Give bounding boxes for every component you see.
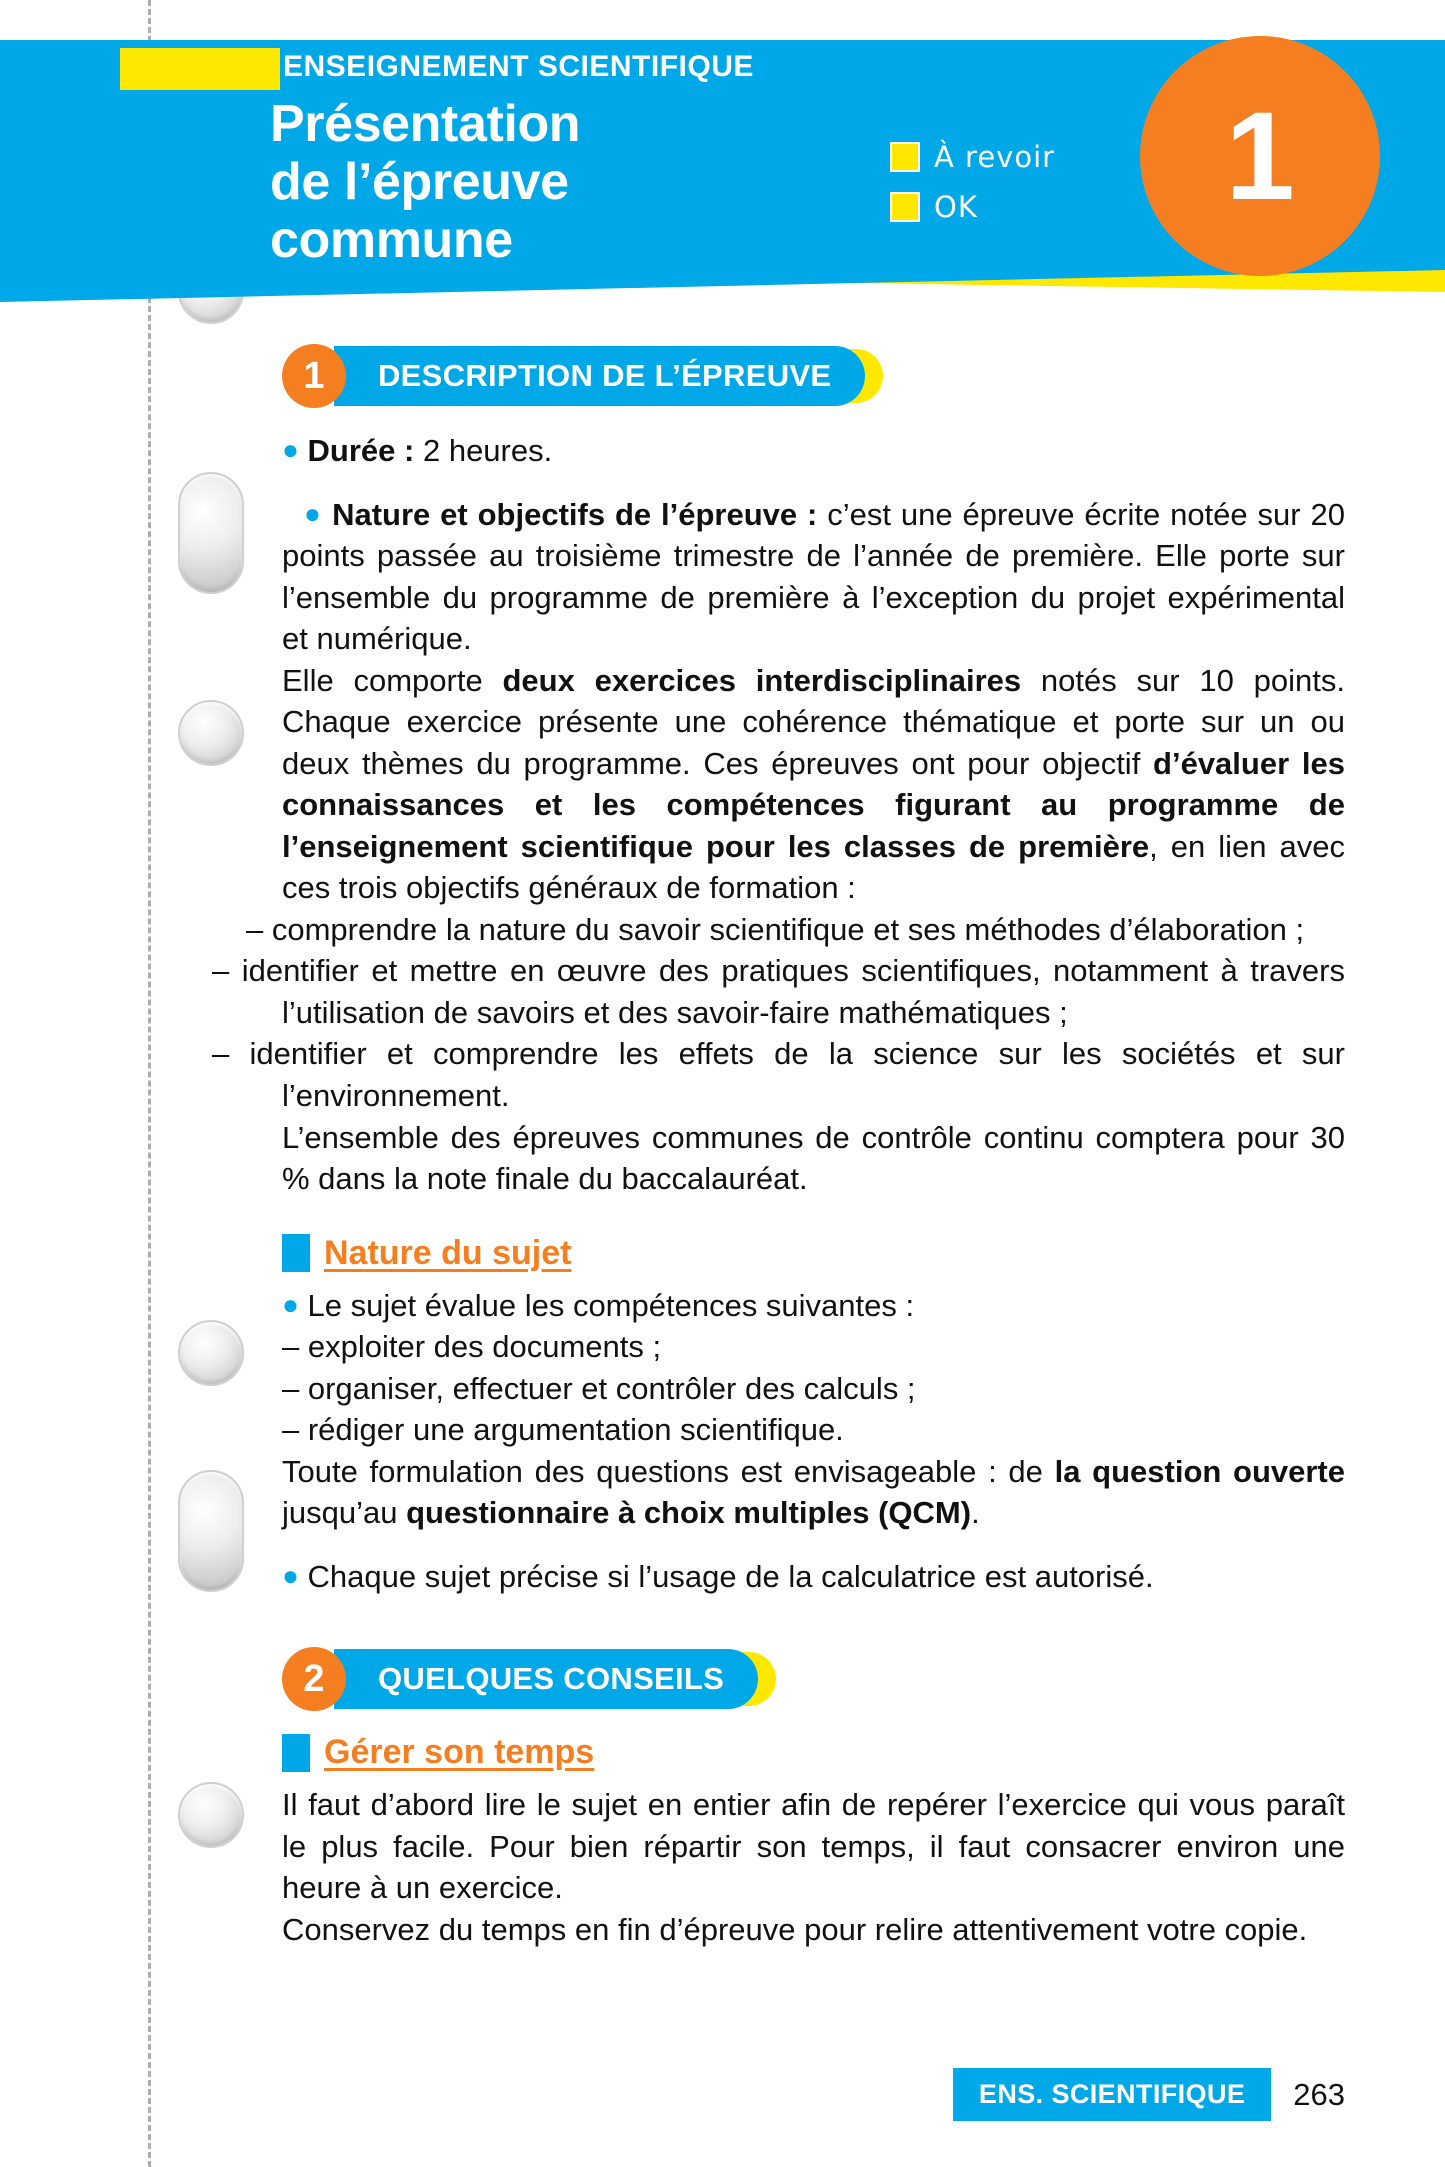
- competence-item: – exploiter des documents ;: [282, 1329, 662, 1365]
- competence-item: – rédiger une argumentation scientifique.: [282, 1412, 844, 1448]
- duree-value: 2 heures.: [414, 433, 553, 468]
- paragraph-temps-2: Conservez du temps en fin d’épreuve pour relire attentivement votre copie.: [282, 1911, 1308, 1947]
- page-title-line-1: Présentation: [270, 95, 581, 153]
- section-number: 1: [282, 344, 346, 408]
- form-c: jusqu’au: [282, 1495, 407, 1531]
- objective-item: – comprendre la nature du savoir scientifique et ses méthodes d’élaboration ;: [246, 911, 1305, 947]
- checkbox-icon[interactable]: [890, 192, 920, 222]
- subsection-header-nature-du-sujet: [282, 1234, 1445, 1273]
- nature-text: c’est une épreuve écrite notée sur 20 points passée au troisième trimestre de l’année de première. Elle porte sur l’ensemble du programme de première à l’exception du projet expérimental et numérique.: [282, 496, 1345, 657]
- checklist-item-a-revoir[interactable]: [890, 140, 1055, 174]
- competences-intro-text: Le sujet évalue les compétences suivantes :: [307, 1287, 915, 1323]
- bullet-icon: ●: [282, 1288, 299, 1320]
- para2-b: deux exercices interdisciplinaires: [502, 662, 1022, 698]
- chapter-number-badge: 1: [1140, 36, 1380, 276]
- page-content: [0, 330, 1445, 1950]
- page-title-line-2: de l’épreuve: [270, 153, 569, 212]
- nature-label: Nature et objectifs de l’épreuve :: [332, 496, 818, 532]
- paragraph-calculatrice: [0, 1556, 1445, 1598]
- para2-e: , en lien avec ces trois objectifs généraux de formation :: [282, 828, 1345, 906]
- square-marker-icon: [282, 1234, 310, 1272]
- form-b: la question ouverte: [1054, 1453, 1346, 1489]
- form-a: Toute formulation des questions est envisageable : de: [282, 1453, 1055, 1489]
- subsection-header-gerer-son-temps: [282, 1733, 1445, 1772]
- para2-d: d’évaluer les connaissances et les compétences figurant au programme de l’enseignement scientifique pour les classes de première: [282, 745, 1345, 864]
- checkbox-icon[interactable]: [890, 142, 920, 172]
- square-marker-icon: [282, 1734, 310, 1772]
- revision-checklist: [890, 140, 1055, 240]
- page-header: [0, 0, 1445, 330]
- paragraph-nature-objectifs: [0, 494, 1445, 660]
- section-title: QUELQUES CONSEILS: [334, 1649, 758, 1709]
- form-d: questionnaire à choix multiples (QCM): [406, 1495, 972, 1531]
- paragraph-competences-intro: [0, 1285, 1445, 1327]
- footer-subject-tag: ENS. SCIENTIFIQUE: [953, 2068, 1271, 2121]
- bullet-icon: ●: [282, 434, 299, 465]
- page-number: 263: [1293, 2076, 1345, 2112]
- objective-item: – identifier et comprendre les effets de la science sur les sociétés et sur l’environnement.: [212, 1036, 1345, 1113]
- para2-a: Elle comporte: [282, 662, 503, 698]
- objective-item: – identifier et mettre en œuvre des pratiques scientifiques, notamment à travers l’utilisation de savoirs et des savoir-faire mathématiques ;: [212, 953, 1345, 1030]
- competence-item: – organiser, effectuer et contrôler des calculs ;: [282, 1370, 916, 1406]
- checklist-label: À revoir: [934, 140, 1056, 174]
- para2-c: notés sur 10 points. Chaque exercice présente une cohérence thématique et porte sur un ou deux thèmes du programme. Ces épreuves ont pour objectif: [282, 662, 1346, 781]
- page-footer: [0, 2068, 1445, 2121]
- section-header-description: [282, 344, 1445, 408]
- paragraph-formulation: [0, 1451, 1445, 1534]
- form-e: .: [971, 1495, 980, 1531]
- section-header-conseils: [282, 1647, 1445, 1711]
- page-title: [270, 95, 580, 270]
- section-title: DESCRIPTION DE L’ÉPREUVE: [334, 346, 865, 406]
- bullet-icon: ●: [304, 497, 323, 529]
- subsection-title: Nature du sujet: [324, 1233, 572, 1272]
- paragraph-duree: [0, 430, 1445, 472]
- subsection-title: Gérer son temps: [324, 1733, 595, 1772]
- section-number: 2: [282, 1647, 346, 1711]
- checklist-label: OK: [934, 190, 978, 224]
- header-yellow-tab: [120, 48, 280, 90]
- duree-label: Durée :: [307, 433, 415, 468]
- paragraph-temps-1: Il faut d’abord lire le sujet en entier afin de repérer l’exercice qui vous paraît le plus facile. Pour bien répartir son temps, il faut consacrer environ une heure à un exercice.: [282, 1787, 1345, 1906]
- bullet-icon: ●: [282, 1559, 299, 1591]
- paragraph-exercices: [0, 660, 1445, 909]
- calculatrice-text: Chaque sujet précise si l’usage de la calculatrice est autorisé.: [307, 1558, 1154, 1594]
- checklist-item-ok[interactable]: [890, 190, 1055, 224]
- paragraph-controle-continu: L’ensemble des épreuves communes de contrôle continu comptera pour 30 % dans la note finale du baccalauréat.: [282, 1119, 1345, 1197]
- subject-kicker: ENSEIGNEMENT SCIENTIFIQUE: [283, 50, 754, 83]
- page-title-line-3: commune: [270, 211, 513, 270]
